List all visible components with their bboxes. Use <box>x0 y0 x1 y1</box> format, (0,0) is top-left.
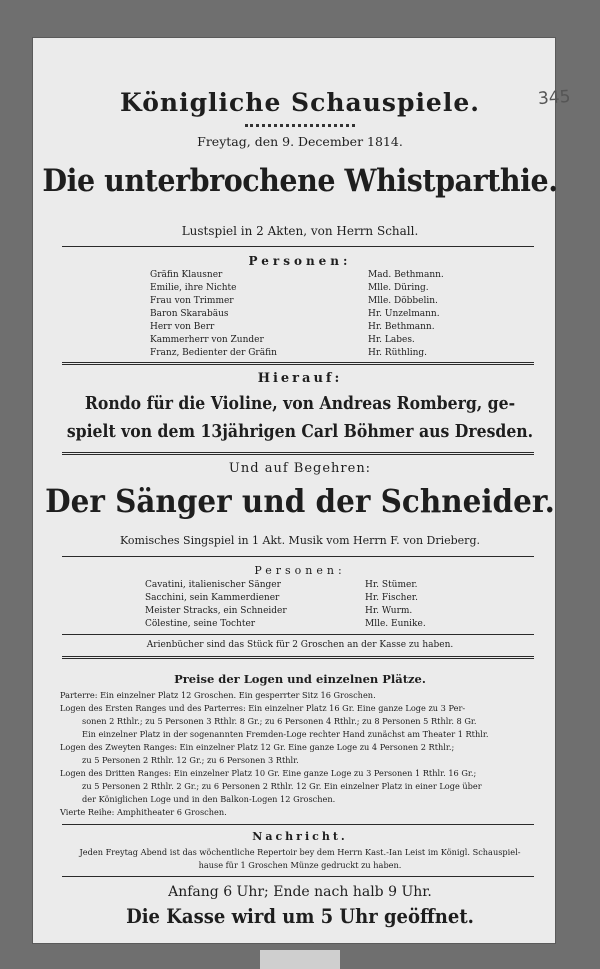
start-time: Anfang 6 Uhr; Ende nach halb 9 Uhr. <box>168 884 432 900</box>
notice-heading: Nachricht. <box>252 830 348 843</box>
box-office-time: Die Kasse wird um 5 Uhr geöffnet. <box>126 904 474 928</box>
divider <box>62 362 534 365</box>
performance-date: Freytag, den 9. December 1814. <box>197 134 403 149</box>
title-ornament <box>245 124 355 127</box>
play2-subtitle: Komisches Singspiel in 1 Akt. Musik vom Herrn F. von Drieberg. <box>120 534 480 547</box>
cast-role: Cölestine, seine Tochter <box>145 619 256 629</box>
price-line: Ein einzelner Platz in der sogenannten Fremden-Loge rechter Hand zunächst am Theater 1 Rthlr. <box>82 729 489 739</box>
divider <box>62 824 534 825</box>
price-line: zu 5 Personen 2 Rthlr. 2 Gr.; zu 6 Personen 2 Rthlr. 12 Gr. Ein einzelner Platz in einer Loge über <box>82 781 482 791</box>
cast-actor: Hr. Rüthling. <box>368 348 428 358</box>
play2-persons-heading: Personen: <box>254 564 346 577</box>
divider <box>62 556 534 557</box>
catalog-number: 345 <box>536 86 571 110</box>
libretto-note: Arienbücher sind das Stück für 2 Groschen an der Kasse zu haben. <box>146 640 454 650</box>
divider <box>62 656 534 659</box>
play2-request: Und auf Begehren: <box>228 461 372 476</box>
cast-role: Baron Skarabäus <box>150 309 229 319</box>
interlude-line2: spielt von dem 13jährigen Carl Böhmer aus Dresden. <box>66 421 534 442</box>
interlude-heading: Hierauf: <box>257 371 343 386</box>
cast-role: Meister Stracks, ein Schneider <box>145 606 287 616</box>
cast-actor: Hr. Unzelmann. <box>368 309 440 319</box>
cast-role: Emilie, ihre Nichte <box>150 283 237 293</box>
cast-role: Sacchini, sein Kammerdiener <box>145 593 280 603</box>
price-line: Logen des Dritten Ranges: Ein einzelner Platz 10 Gr. Eine ganze Loge zu 3 Personen 1 Rthlr. 16 Gr.; <box>60 768 477 778</box>
play2-title: Der Sänger und der Schneider. <box>45 482 555 520</box>
notice-line1: Jeden Freytag Abend ist das wöchentliche Repertoir bey dem Herrn Kast.-Ian Leist im Königl. Schauspiel- <box>79 847 521 857</box>
cast-actor: Hr. Fischer. <box>365 593 418 603</box>
cast-actor: Mlle. Eunike. <box>365 619 426 629</box>
cast-role: Herr von Berr <box>150 322 215 332</box>
divider <box>62 452 534 455</box>
cast-actor: Hr. Labes. <box>368 335 415 345</box>
divider <box>62 634 534 635</box>
cast-role: Franz, Bedienter der Gräfin <box>150 348 277 358</box>
interlude-line1: Rondo für die Violine, von Andreas Romberg, ge- <box>84 393 516 414</box>
cast-role: Frau von Trimmer <box>150 296 234 306</box>
prices-heading: Preise der Logen und einzelnen Plätze. <box>174 672 426 686</box>
cast-role: Gräfin Klausner <box>150 270 223 280</box>
divider <box>62 876 534 877</box>
divider <box>62 246 534 247</box>
cast-actor: Hr. Wurm. <box>365 606 413 616</box>
mount-tab <box>260 950 340 969</box>
price-line: Parterre: Ein einzelner Platz 12 Groschen. Ein gesperrter Sitz 16 Groschen. <box>60 690 376 700</box>
cast-actor: Mlle. Döbbelin. <box>368 296 438 306</box>
cast-actor: Hr. Bethmann. <box>368 322 435 332</box>
play1-title: Die unterbrochene Whistparthie. <box>42 163 558 199</box>
price-line: Vierte Reihe: Amphitheater 6 Groschen. <box>60 807 227 817</box>
price-line: sonen 2 Rthlr.; zu 5 Personen 3 Rthlr. 8 Gr.; zu 6 Personen 4 Rthlr.; zu 8 Personen 5 Rthlr. 8 Gr. <box>82 716 477 726</box>
price-line: Logen des Ersten Ranges und des Parterres: Ein einzelner Platz 16 Gr. Eine ganze Loge zu 3 Per- <box>60 703 466 713</box>
cast-actor: Hr. Stümer. <box>365 580 418 590</box>
price-line: der Königlichen Loge und in den Balkon-Logen 12 Groschen. <box>82 794 336 804</box>
price-line: zu 5 Personen 2 Rthlr. 12 Gr.; zu 6 Personen 3 Rthlr. <box>82 755 299 765</box>
cast-actor: Mad. Bethmann. <box>368 270 444 280</box>
cast-role: Cavatini, italienischer Sänger <box>145 580 281 590</box>
price-line: Logen des Zweyten Ranges: Ein einzelner Platz 12 Gr. Eine ganze Loge zu 4 Personen 2 Rthlr.; <box>60 742 455 752</box>
play1-subtitle: Lustspiel in 2 Akten, von Herrn Schall. <box>181 224 419 238</box>
cast-role: Kammerherr von Zunder <box>150 335 264 345</box>
cast-actor: Mlle. Düring. <box>368 283 429 293</box>
play1-persons-heading: Personen: <box>248 254 352 268</box>
notice-line2: hause für 1 Groschen Münze gedruckt zu haben. <box>198 860 402 870</box>
theatre-title: Königliche Schauspiele. <box>120 88 480 117</box>
